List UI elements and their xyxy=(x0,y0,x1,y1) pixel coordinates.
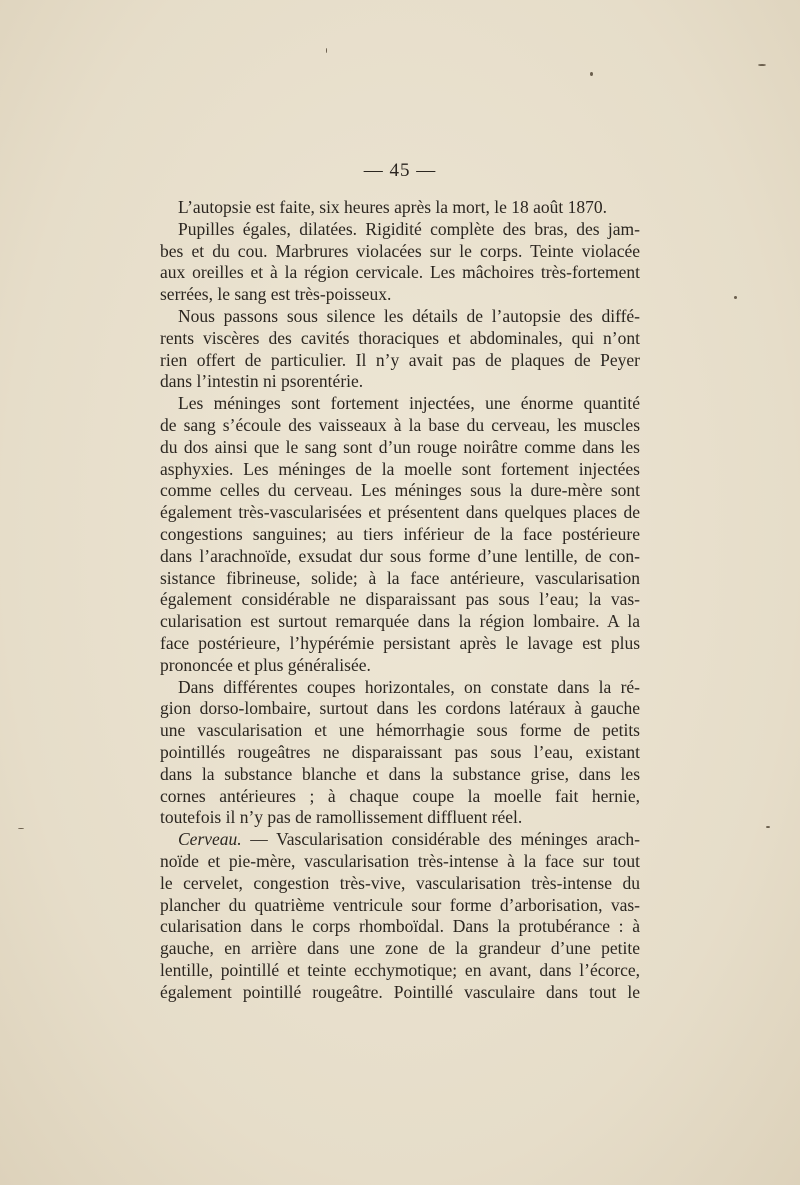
text-line: pointillés rougeâtres ne disparaissant pas sous l’eau, existant xyxy=(160,741,640,762)
text-line: dans l’intestin ni psorentérie. xyxy=(160,371,364,392)
text-line: dans la substance blanche et dans la substance grise, dans les xyxy=(160,763,640,784)
text-line: lentille, pointillé et teinte ecchymotique; en avant, dans l’écorce, xyxy=(160,959,640,980)
text-line: noïde et pie-mère, vascularisation très-intense à la face sur tout xyxy=(160,850,640,871)
text-line: comme celles du cerveau. Les méninges sous la dure-mère sont xyxy=(160,480,640,501)
page-number: — 45 — xyxy=(363,160,437,181)
text-line: une vascularisation et une hémorrhagie sous forme de petits xyxy=(160,720,640,741)
text-line: de sang s’écoule des vaisseaux à la base du cerveau, les muscles xyxy=(160,414,640,435)
paper-speck xyxy=(326,48,327,53)
text-line: Nous passons sous silence les détails de l’autopsie des diffé- xyxy=(178,305,640,326)
text-line: cornes antérieures ; à chaque coupe la moelle fait hernie, xyxy=(160,785,640,806)
text-line: gion dorso-lombaire, surtout dans les cordons latéraux à gauche xyxy=(160,698,640,719)
text-line: bes et du cou. Marbrures violacées sur le corps. Teinte violacée xyxy=(160,240,640,261)
text-line: rien offert de particulier. Il n’y avait pas de plaques de Peyer xyxy=(160,349,640,370)
text-line: le cervelet, congestion très-vive, vascularisation très-intense du xyxy=(160,872,640,893)
text-line: asphyxies. Les méninges de la moelle sont fortement injectées xyxy=(160,458,640,479)
text-line: prononcée et plus généralisée. xyxy=(160,654,371,675)
text-line xyxy=(160,829,640,851)
text-line-continuation: — Vascularisation considérable des méninges arach- xyxy=(241,829,640,850)
text-line: également pointillé rougeâtre. Pointillé vasculaire dans tout le xyxy=(160,981,640,1002)
text-line: du dos ainsi que le sang sont d’un rouge noirâtre comme dans les xyxy=(160,436,640,457)
text-line: cularisation est surtout remarquée dans la région lombaire. A la xyxy=(160,611,640,632)
text-line: Dans différentes coupes horizontales, on constate dans la ré- xyxy=(178,676,640,697)
body-text xyxy=(160,197,640,1003)
text-line: rents viscères des cavités thoraciques et abdominales, qui n’ont xyxy=(160,327,640,348)
paper-speck xyxy=(590,72,593,76)
text-line: toutefois il n’y pas de ramollissement diffluent réel. xyxy=(160,807,523,828)
paper-speck xyxy=(758,64,766,66)
text-line: Les méninges sont fortement injectées, une énorme quantité xyxy=(178,393,640,414)
paper-speck xyxy=(766,826,770,828)
paper-speck xyxy=(734,296,737,299)
text-line: face postérieure, l’hypérémie persistant après le lavage est plus xyxy=(160,632,640,653)
text-line: congestions sanguines; au tiers inférieur de la face postérieure xyxy=(160,523,640,544)
text-line: cularisation dans le corps rhomboïdal. Dans la protubérance : à xyxy=(160,916,640,937)
text-line: Pupilles égales, dilatées. Rigidité complète des bras, des jam- xyxy=(178,218,640,239)
text-line: serrées, le sang est très-poisseux. xyxy=(160,284,392,305)
text-line: plancher du quatrième ventricule sour forme d’arborisation, vas- xyxy=(160,894,640,915)
text-line: aux oreilles et à la région cervicale. Les mâchoires très-fortement xyxy=(160,262,640,283)
text-line: également très-vascularisées et présentent dans quelques places de xyxy=(160,502,640,523)
text-line: dans l’arachnoïde, exsudat dur sous forme d’une lentille, de con- xyxy=(160,545,640,566)
text-line: gauche, en arrière dans une zone de la grandeur d’une petite xyxy=(160,938,640,959)
text-line: sistance fibrineuse, solide; à la face antérieure, vascularisation xyxy=(160,567,640,588)
paper-speck xyxy=(18,828,24,829)
text-line: L’autopsie est faite, six heures après la mort, le 18 août 1870. xyxy=(178,197,607,217)
section-heading-italic: Cerveau. xyxy=(178,829,242,850)
text-line: également considérable ne disparaissant pas sous l’eau; la vas- xyxy=(160,589,640,610)
